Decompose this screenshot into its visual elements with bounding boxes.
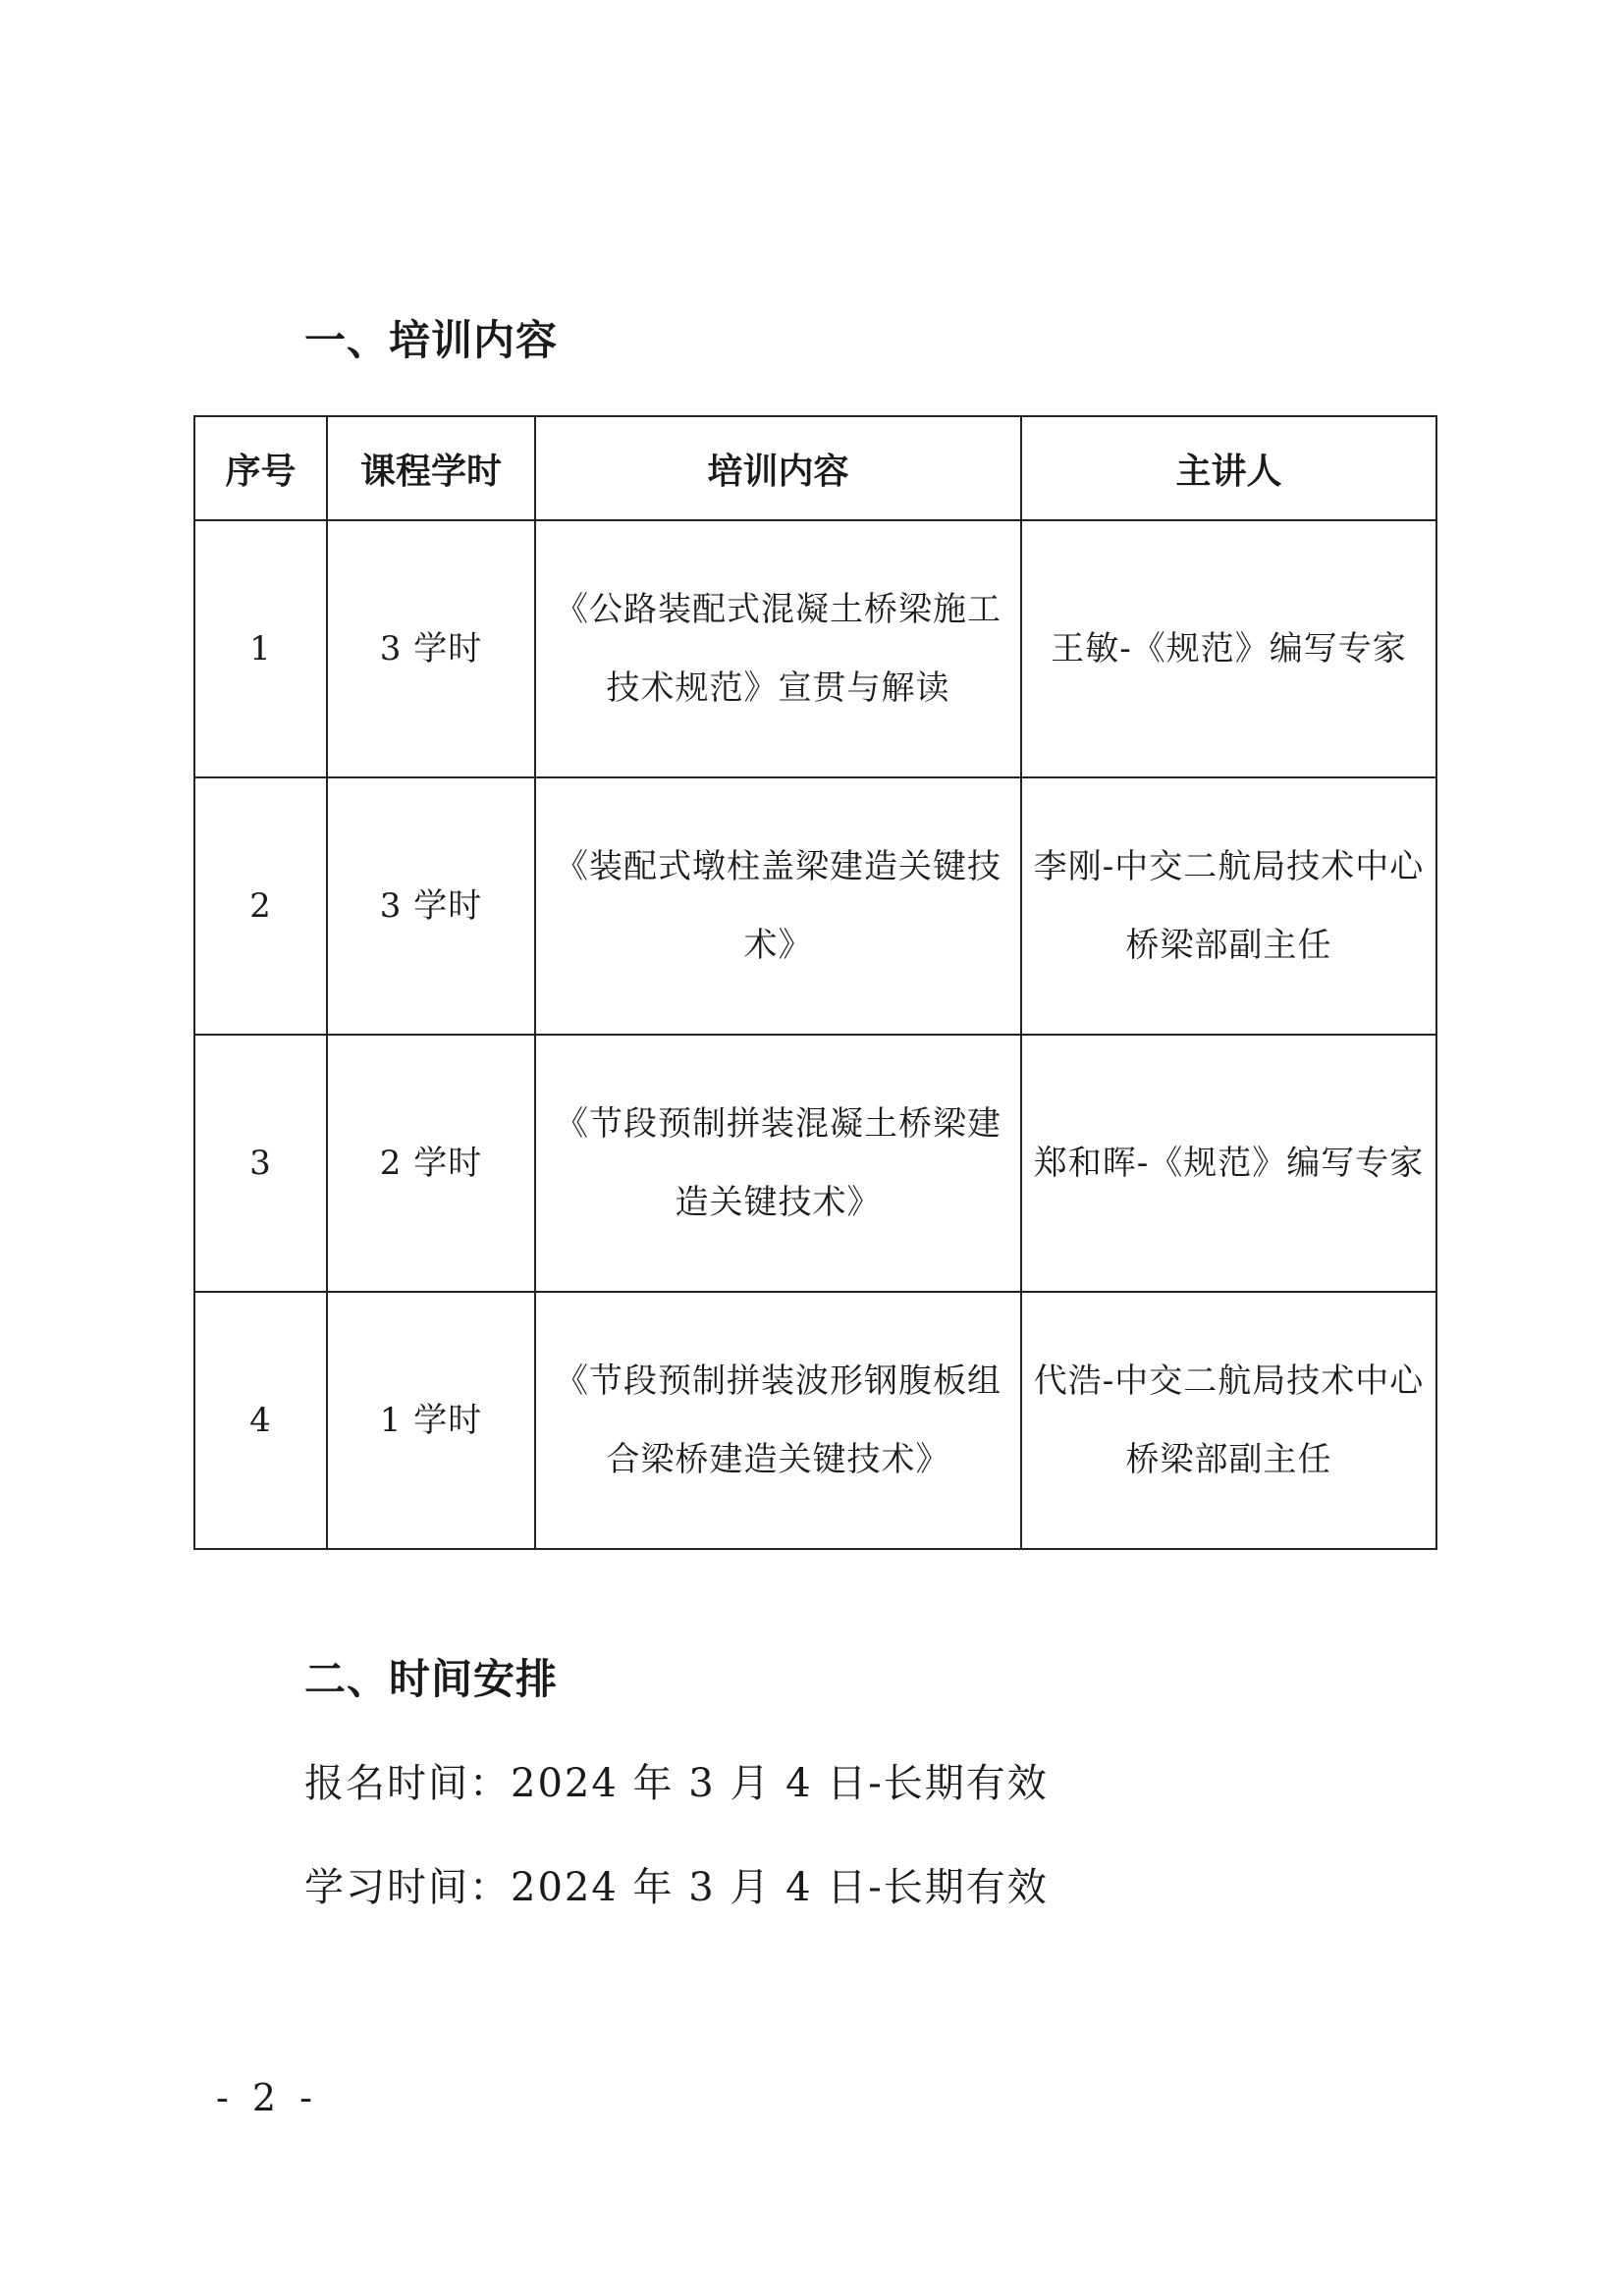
table-row [194, 777, 1436, 1035]
cell-speaker: 郑和晖-《规范》编写专家 [1021, 1035, 1436, 1292]
training-schedule-table [193, 415, 1437, 1550]
cell-hours: 3 学时 [327, 520, 535, 777]
cell-hours: 2 学时 [327, 1035, 535, 1292]
header-speaker: 主讲人 [1021, 416, 1436, 520]
section-heading-training-content: 一、培训内容 [304, 316, 559, 364]
study-time: 学习时间：2024 年 3 月 4 日-长期有效 [304, 1865, 1049, 1910]
header-index: 序号 [194, 416, 327, 520]
cell-hours: 3 学时 [327, 777, 535, 1035]
cell-speaker: 王敏-《规范》编写专家 [1021, 520, 1436, 777]
cell-index: 4 [194, 1292, 327, 1549]
registration-time: 报名时间：2024 年 3 月 4 日-长期有效 [304, 1761, 1049, 1806]
cell-index: 1 [194, 520, 327, 777]
cell-content: 《装配式墩柱盖梁建造关键技术》 [535, 777, 1021, 1035]
page-number: - 2 - [216, 2076, 319, 2119]
section-heading-time-schedule: 二、时间安排 [304, 1655, 559, 1703]
table-row [194, 520, 1436, 777]
cell-speaker: 李刚-中交二航局技术中心桥梁部副主任 [1021, 777, 1436, 1035]
table-row [194, 1035, 1436, 1292]
cell-index: 3 [194, 1035, 327, 1292]
cell-content: 《公路装配式混凝土桥梁施工技术规范》宣贯与解读 [535, 520, 1021, 777]
cell-content: 《节段预制拼装混凝土桥梁建造关键技术》 [535, 1035, 1021, 1292]
header-hours: 课程学时 [327, 416, 535, 520]
cell-speaker: 代浩-中交二航局技术中心桥梁部副主任 [1021, 1292, 1436, 1549]
cell-content: 《节段预制拼装波形钢腹板组合梁桥建造关键技术》 [535, 1292, 1021, 1549]
table-row [194, 1292, 1436, 1549]
cell-hours: 1 学时 [327, 1292, 535, 1549]
cell-index: 2 [194, 777, 327, 1035]
table-header-row [194, 416, 1436, 520]
header-content: 培训内容 [535, 416, 1021, 520]
